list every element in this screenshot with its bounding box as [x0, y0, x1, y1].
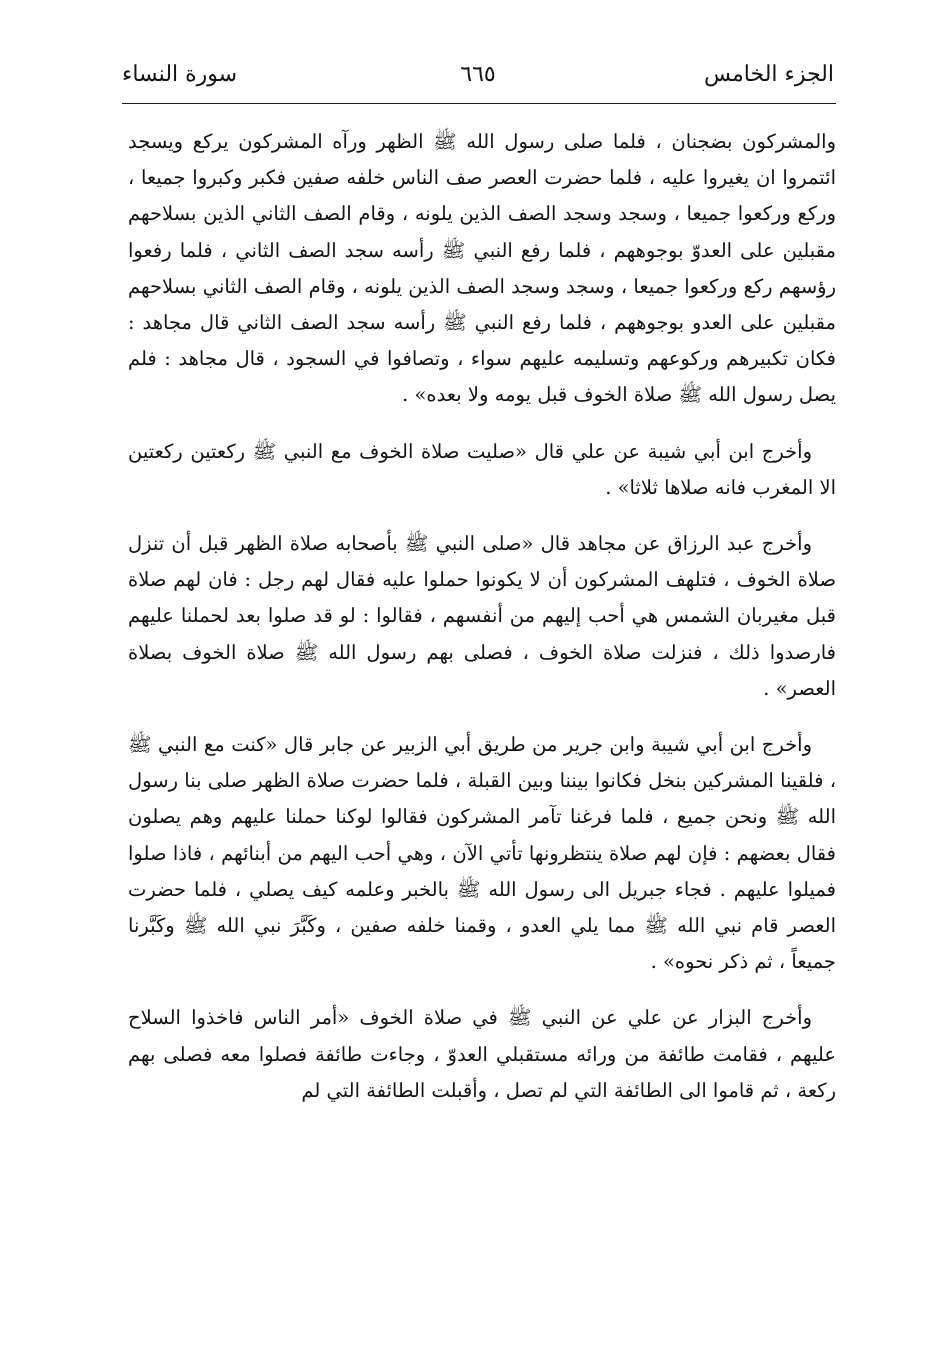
- paragraph: وأخرج ابن أبي شيبة وابن جرير من طريق أبي الزبير عن جابر قال «كنت مع النبي ﷺ ، فلقينا المشركين بنخل فكانوا بيننا وبين القبلة ، فلما حضرت صلاة الظهر صلى بنا رسول الله ﷺ ونحن جميع ، فلما فرغنا تآمر المشركون فقالوا لوكنا حملنا عليهم وهم يصلون فقال بعضهم : فإن لهم صلاة ينتظرونها تأتي الآن ، وهي أحب اليهم من أبنائهم ، فاذا صلوا فميلوا عليهم . فجاء جبريل الى رسول الله ﷺ بالخبر وعلمه كيف يصلي ، فلما حضرت العصر قام نبي الله ﷺ مما يلي العدو ، وقمنا خلفه صفين ، وكَبَّرَ نبي الله ﷺ وكَبَّرنا جميعاً ، ثم ذكر نحوه» .: [128, 733, 836, 974]
- page-body: [128, 124, 836, 1129]
- paragraph: والمشركون بضجنان ، فلما صلى رسول الله ﷺ الظهر ورآه المشركون يركع ويسجد ائتمروا ان يغيروا عليه ، فلما حضرت العصر صف الناس خلفه صفين فكبر وكبروا جميعا ، وركع وركعوا جميعا ، وسجد وسجد الصف الذين يلونه ، وقام الصف الثاني الذين بسلاحهم مقبلين على العدوّ بوجوههم ، فلما رفع النبي ﷺ رأسه سجد الصف الثاني ، فلما رفعوا رؤسهم ركع وركعوا جميعا ، وسجد وسجد الصف الذين يلونه ، وقام الصف الثاني بسلاحهم مقبلين على العدو بوجوههم ، فلما رفع النبي ﷺ رأسه سجد الصف الثاني قال مجاهد : فكان تكبيرهم وركوعهم وتسليمه عليهم سواء ، وتصافوا في السجود ، قال مجاهد : فلم يصل رسول الله ﷺ صلاة الخوف قبل يومه ولا بعده» .: [128, 130, 836, 407]
- page-number: ٦٦٥: [460, 62, 496, 87]
- header-rule: [122, 103, 836, 104]
- paragraph: وأخرج عبد الرزاق عن مجاهد قال «صلى النبي ﷺ بأصحابه صلاة الظهر قبل أن تنزل صلاة الخوف ، فتلهف المشركون أن لا يكونوا حملوا عليه فقال لهم رجل : فان لهم صلاة قبل مغيربان الشمس هي أحب إليهم من أنفسهم ، فقالوا : لو قد صلوا بعد لحملنا عليهم فارصدوا ذلك ، فنزلت صلاة الخوف ، فصلى بهم رسول الله ﷺ صلاة الخوف بصلاة العصر» .: [128, 532, 836, 700]
- page-header: [122, 55, 834, 95]
- surah-title: سورة النساء: [122, 62, 238, 87]
- paragraph: وأخرج ابن أبي شيبة عن علي قال «صليت صلاة الخوف مع النبي ﷺ ركعتين ركعتين الا المغرب فانه صلاها ثلاثا» .: [128, 439, 836, 499]
- paragraph: وأخرج البزار عن علي عن النبي ﷺ في صلاة الخوف «أمر الناس فاخذوا السلاح عليهم ، فقامت طائفة من ورائه مستقبلي العدوّ ، وجاءت طائفة فصلوا معه فصلى بهم ركعة ، ثم قاموا الى الطائفة التي لم تصل ، وأقبلت الطائفة التي لم: [128, 1006, 836, 1102]
- part-title: الجزء الخامس: [703, 62, 834, 87]
